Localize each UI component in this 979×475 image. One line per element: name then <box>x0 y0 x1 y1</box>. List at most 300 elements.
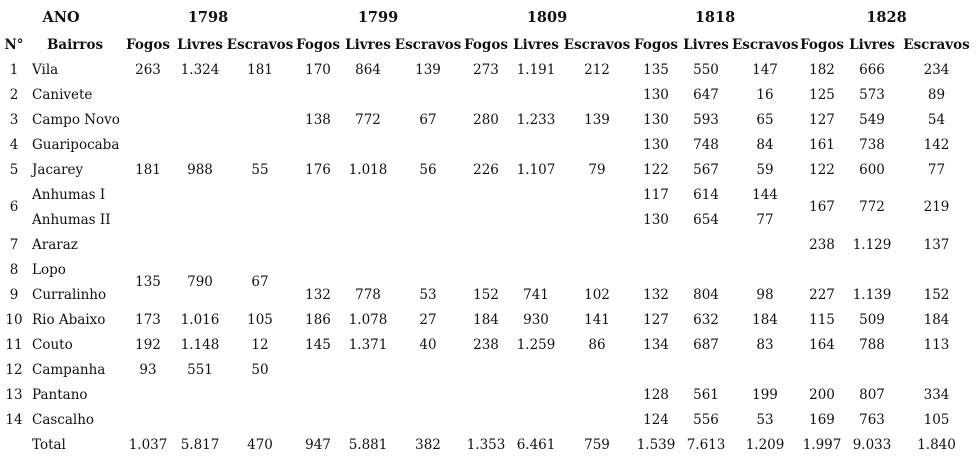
bairro-name: Araraz <box>32 236 78 253</box>
total-cell: 1.997 <box>802 437 842 453</box>
col-escravos: Escravos <box>394 36 462 53</box>
total-cell: 759 <box>584 437 610 453</box>
cell: 1.016 <box>180 311 220 328</box>
empty-cell <box>510 207 562 232</box>
cell: 124 <box>643 411 669 428</box>
cell: 573 <box>859 86 885 103</box>
cell: 988 <box>187 161 213 178</box>
cell: 59 <box>756 161 774 178</box>
table-row <box>0 107 975 132</box>
total-cell: 1.209 <box>745 437 785 453</box>
cell: 212 <box>584 61 610 78</box>
empty-cell <box>174 407 226 432</box>
cell: 53 <box>756 411 774 428</box>
cell: 83 <box>756 336 774 353</box>
cell: 102 <box>584 286 610 303</box>
total-cell: 1.539 <box>636 437 676 453</box>
cell: 127 <box>643 311 669 328</box>
cell: 169 <box>809 411 835 428</box>
cell: 141 <box>584 311 610 328</box>
cell: 144 <box>752 186 778 203</box>
year-1828: 1828 <box>866 8 907 26</box>
empty-cell <box>174 182 226 207</box>
row-number: 5 <box>9 161 19 178</box>
table-row <box>0 182 975 207</box>
col-fogos: Fogos <box>126 36 170 53</box>
cell: 273 <box>473 61 499 78</box>
bairro-name: Vila <box>32 61 59 78</box>
empty-cell <box>226 182 294 207</box>
cell: 79 <box>588 161 606 178</box>
bairro-name: Anhumas II <box>32 211 111 228</box>
table-row <box>0 332 975 357</box>
empty-cell <box>510 257 562 282</box>
cell: 778 <box>355 286 381 303</box>
cell: 741 <box>523 286 549 303</box>
cell: 65 <box>756 111 774 128</box>
empty-cell <box>342 407 394 432</box>
cell: 152 <box>923 286 950 303</box>
cell: 105 <box>923 411 950 428</box>
cell: 1.191 <box>516 61 556 78</box>
cell: 1.129 <box>852 236 892 253</box>
cell: 86 <box>588 336 606 353</box>
empty-cell <box>562 257 632 282</box>
empty-cell <box>342 207 394 232</box>
empty-cell <box>174 132 226 157</box>
table-row <box>0 407 975 432</box>
cell: 115 <box>809 311 835 328</box>
total-cell: 7.613 <box>686 437 726 453</box>
cell: 1.371 <box>348 336 388 353</box>
empty-cell <box>462 382 510 407</box>
cell: 763 <box>859 411 885 428</box>
empty-cell <box>342 357 394 382</box>
empty-cell <box>342 132 394 157</box>
empty-cell <box>798 357 846 382</box>
total-cell: 5.817 <box>180 437 220 453</box>
cell: 113 <box>923 336 950 353</box>
n-label: N° <box>4 36 24 53</box>
total-cell: 1.353 <box>466 437 506 453</box>
cell: 27 <box>419 311 437 328</box>
cell: 666 <box>859 61 885 78</box>
empty-cell <box>174 207 226 232</box>
cell: 12 <box>251 336 269 353</box>
cell: 280 <box>473 111 499 128</box>
total-cell: 470 <box>247 437 273 453</box>
cell: 181 <box>247 61 273 78</box>
empty-cell <box>122 182 174 207</box>
cell: 77 <box>756 211 774 228</box>
cell: 807 <box>859 386 885 403</box>
cell: 864 <box>355 61 381 78</box>
row-number: 10 <box>5 311 23 328</box>
empty-cell <box>732 232 798 257</box>
empty-cell <box>510 357 562 382</box>
row-number: 13 <box>5 386 23 403</box>
empty-cell <box>462 232 510 257</box>
cell: 238 <box>473 336 499 353</box>
empty-cell <box>562 182 632 207</box>
empty-cell <box>732 257 798 282</box>
bairro-name: Rio Abaixo <box>32 311 106 328</box>
row-number: 7 <box>9 236 19 253</box>
cell: 1.018 <box>348 161 388 178</box>
cell: 176 <box>305 161 331 178</box>
cell: 614 <box>693 186 719 203</box>
empty-cell <box>226 407 294 432</box>
bairro-name: Anhumas I <box>32 186 106 203</box>
empty-cell <box>510 82 562 107</box>
row-number: 2 <box>9 86 19 103</box>
table-row <box>0 157 975 182</box>
empty-cell <box>342 382 394 407</box>
total-cell: 6.461 <box>516 437 556 453</box>
cell: 687 <box>693 336 719 353</box>
cell: 181 <box>135 161 161 178</box>
cell: 654 <box>693 211 719 228</box>
cell: 549 <box>859 111 885 128</box>
cell: 54 <box>927 111 946 128</box>
empty-cell <box>562 382 632 407</box>
row-number: 3 <box>9 111 19 128</box>
cell: 142 <box>923 136 950 153</box>
col-escravos: Escravos <box>732 36 799 53</box>
col-escravos: Escravos <box>563 36 631 53</box>
table-row <box>0 357 975 382</box>
cell: 67 <box>251 274 269 290</box>
empty-cell <box>294 82 342 107</box>
table-row <box>0 257 975 282</box>
cell: 561 <box>693 386 719 403</box>
bairro-name: Guaripocaba <box>32 136 120 153</box>
bairro-name: Campanha <box>32 361 106 378</box>
empty-cell <box>122 207 174 232</box>
year-header-row <box>0 2 975 32</box>
empty-cell <box>510 382 562 407</box>
empty-cell <box>680 357 732 382</box>
empty-cell <box>174 232 226 257</box>
year-1818: 1818 <box>694 8 736 26</box>
total-label: Total <box>32 437 66 453</box>
table-row <box>0 232 975 257</box>
row-number: 11 <box>5 336 23 353</box>
empty-cell <box>510 182 562 207</box>
empty-cell <box>632 357 680 382</box>
empty-cell <box>394 407 462 432</box>
cell: 772 <box>859 199 885 215</box>
empty-cell <box>342 182 394 207</box>
cell: 1.324 <box>180 61 220 78</box>
cell: 53 <box>419 286 437 303</box>
cell: 77 <box>927 161 946 178</box>
col-fogos: Fogos <box>634 36 678 53</box>
row-number: 4 <box>9 136 19 153</box>
cell: 89 <box>927 86 946 103</box>
cell: 200 <box>809 386 835 403</box>
cell: 263 <box>135 61 161 78</box>
cell: 132 <box>305 286 331 303</box>
ano-label: ANO <box>42 8 80 26</box>
cell: 170 <box>305 61 331 78</box>
empty-cell <box>122 132 174 157</box>
empty-cell <box>846 257 898 282</box>
empty-cell <box>122 107 174 132</box>
table-row <box>0 382 975 407</box>
empty-cell <box>462 407 510 432</box>
empty-cell <box>294 182 342 207</box>
empty-cell <box>510 407 562 432</box>
empty-cell <box>462 357 510 382</box>
empty-cell <box>174 107 226 132</box>
total-cell: 382 <box>415 437 441 453</box>
cell: 134 <box>643 336 669 353</box>
empty-cell <box>562 407 632 432</box>
year-1798: 1798 <box>187 8 229 26</box>
cell: 184 <box>752 311 778 328</box>
year-1799: 1799 <box>357 8 399 26</box>
row-number: 14 <box>5 411 23 428</box>
empty-cell <box>798 257 846 282</box>
bairro-name: Cascalho <box>32 411 95 428</box>
table-row <box>0 57 975 82</box>
empty-cell <box>898 257 975 282</box>
empty-cell <box>462 132 510 157</box>
bairro-name: Lopo <box>32 261 66 278</box>
cell: 173 <box>135 311 161 328</box>
cell: 556 <box>693 411 719 428</box>
row-number: 9 <box>9 286 19 303</box>
empty-cell <box>680 232 732 257</box>
cell: 164 <box>809 336 835 353</box>
bairros-label: Bairros <box>46 36 104 53</box>
bairro-name: Pantano <box>32 386 88 403</box>
empty-cell <box>562 132 632 157</box>
empty-cell <box>898 357 975 382</box>
empty-cell <box>174 382 226 407</box>
col-livres: Livres <box>513 36 559 53</box>
empty-cell <box>342 257 394 282</box>
cell: 219 <box>923 199 950 215</box>
cell: 161 <box>809 136 835 153</box>
empty-cell <box>226 382 294 407</box>
empty-cell <box>342 232 394 257</box>
empty-cell <box>342 82 394 107</box>
empty-cell <box>846 357 898 382</box>
total-cell: 9.033 <box>852 437 892 453</box>
empty-cell <box>562 357 632 382</box>
empty-cell <box>394 257 462 282</box>
cell: 130 <box>643 86 669 103</box>
cell: 105 <box>247 311 273 328</box>
cell: 930 <box>523 311 549 328</box>
cell: 128 <box>643 386 669 403</box>
empty-cell <box>226 107 294 132</box>
population-table <box>0 2 975 458</box>
total-cell: 1.840 <box>917 437 956 453</box>
empty-cell <box>226 232 294 257</box>
cell: 16 <box>756 86 774 103</box>
total-cell: 1.037 <box>128 437 168 453</box>
empty-cell <box>394 382 462 407</box>
cell: 790 <box>187 274 213 290</box>
cell: 1.233 <box>516 111 556 128</box>
empty-cell <box>462 182 510 207</box>
empty-cell <box>394 132 462 157</box>
cell: 139 <box>584 111 610 128</box>
cell: 122 <box>643 161 669 178</box>
cell: 50 <box>251 361 269 378</box>
cell: 67 <box>419 111 437 128</box>
col-fogos: Fogos <box>800 36 844 53</box>
cell: 1.107 <box>516 161 556 178</box>
empty-cell <box>294 382 342 407</box>
cell: 135 <box>135 274 161 290</box>
cell: 122 <box>809 161 835 178</box>
col-livres: Livres <box>345 36 391 53</box>
cell: 184 <box>923 311 950 328</box>
cell: 182 <box>809 61 835 78</box>
cell: 184 <box>473 311 499 328</box>
cell: 192 <box>135 336 161 353</box>
cell: 772 <box>355 111 381 128</box>
cell: 804 <box>693 286 719 303</box>
col-livres: Livres <box>849 36 895 53</box>
empty-cell <box>122 382 174 407</box>
cell: 647 <box>693 86 719 103</box>
cell: 84 <box>756 136 774 153</box>
table-row <box>0 132 975 157</box>
bairro-name: Jacarey <box>32 161 84 178</box>
row-number: 8 <box>9 261 19 278</box>
col-escravos: Escravos <box>903 36 970 53</box>
table-row <box>0 82 975 107</box>
table-row <box>0 307 975 332</box>
cell: 226 <box>473 161 499 178</box>
cell: 788 <box>859 336 885 353</box>
cell: 509 <box>859 311 885 328</box>
cell: 152 <box>473 286 499 303</box>
cell: 127 <box>809 111 835 128</box>
col-fogos: Fogos <box>296 36 340 53</box>
cell: 632 <box>693 311 719 328</box>
cell: 234 <box>923 61 950 78</box>
empty-cell <box>294 132 342 157</box>
empty-cell <box>680 257 732 282</box>
cell: 145 <box>305 336 331 353</box>
cell: 227 <box>809 286 835 303</box>
empty-cell <box>394 232 462 257</box>
cell: 186 <box>305 311 331 328</box>
cell: 147 <box>752 61 778 78</box>
empty-cell <box>394 207 462 232</box>
bairro-name: Campo Novo <box>32 111 120 128</box>
empty-cell <box>632 232 680 257</box>
year-1809: 1809 <box>526 8 568 26</box>
cell: 738 <box>859 136 885 153</box>
empty-cell <box>732 357 798 382</box>
cell: 1.148 <box>180 336 220 353</box>
empty-cell <box>562 82 632 107</box>
cell: 238 <box>809 236 835 253</box>
column-header-row <box>0 32 975 57</box>
empty-cell <box>562 232 632 257</box>
empty-cell <box>462 207 510 232</box>
cell: 40 <box>419 336 437 353</box>
empty-cell <box>226 82 294 107</box>
empty-cell <box>562 207 632 232</box>
cell: 567 <box>693 161 719 178</box>
empty-cell <box>462 257 510 282</box>
bairro-name: Couto <box>32 336 73 353</box>
col-livres: Livres <box>683 36 729 53</box>
cell: 135 <box>643 61 669 78</box>
cell: 748 <box>693 136 719 153</box>
empty-cell <box>294 207 342 232</box>
cell: 130 <box>643 211 669 228</box>
empty-cell <box>294 232 342 257</box>
empty-cell <box>294 407 342 432</box>
cell: 550 <box>693 61 719 78</box>
cell: 132 <box>643 286 669 303</box>
empty-cell <box>0 432 28 458</box>
empty-cell <box>294 257 342 282</box>
empty-cell <box>394 82 462 107</box>
col-livres: Livres <box>177 36 223 53</box>
bairro-name: Curralinho <box>32 286 107 303</box>
empty-cell <box>226 132 294 157</box>
cell: 1.078 <box>348 311 388 328</box>
row-number: 6 <box>9 199 19 215</box>
cell: 130 <box>643 136 669 153</box>
empty-cell <box>462 82 510 107</box>
empty-cell <box>174 82 226 107</box>
empty-cell <box>294 357 342 382</box>
total-row <box>0 432 975 458</box>
col-fogos: Fogos <box>464 36 508 53</box>
empty-cell <box>510 132 562 157</box>
cell: 600 <box>859 161 885 178</box>
cell: 93 <box>139 361 157 378</box>
empty-cell <box>394 182 462 207</box>
cell: 593 <box>693 111 719 128</box>
cell: 139 <box>415 61 441 78</box>
cell: 167 <box>809 199 835 215</box>
cell: 138 <box>305 111 331 128</box>
bairro-name: Canivete <box>32 86 93 103</box>
cell: 98 <box>756 286 774 303</box>
row-number: 1 <box>9 61 19 78</box>
empty-cell <box>122 82 174 107</box>
col-escravos: Escravos <box>226 36 294 53</box>
cell: 117 <box>643 186 669 203</box>
cell: 137 <box>923 236 950 253</box>
cell: 130 <box>643 111 669 128</box>
empty-cell <box>122 407 174 432</box>
cell: 551 <box>187 361 213 378</box>
total-cell: 5.881 <box>348 437 388 453</box>
cell: 125 <box>809 86 835 103</box>
empty-cell <box>632 257 680 282</box>
empty-cell <box>510 232 562 257</box>
row-number: 12 <box>5 361 23 378</box>
empty-cell <box>122 232 174 257</box>
empty-cell <box>394 357 462 382</box>
empty-cell <box>226 207 294 232</box>
cell: 334 <box>923 386 950 403</box>
cell: 1.139 <box>852 286 892 303</box>
